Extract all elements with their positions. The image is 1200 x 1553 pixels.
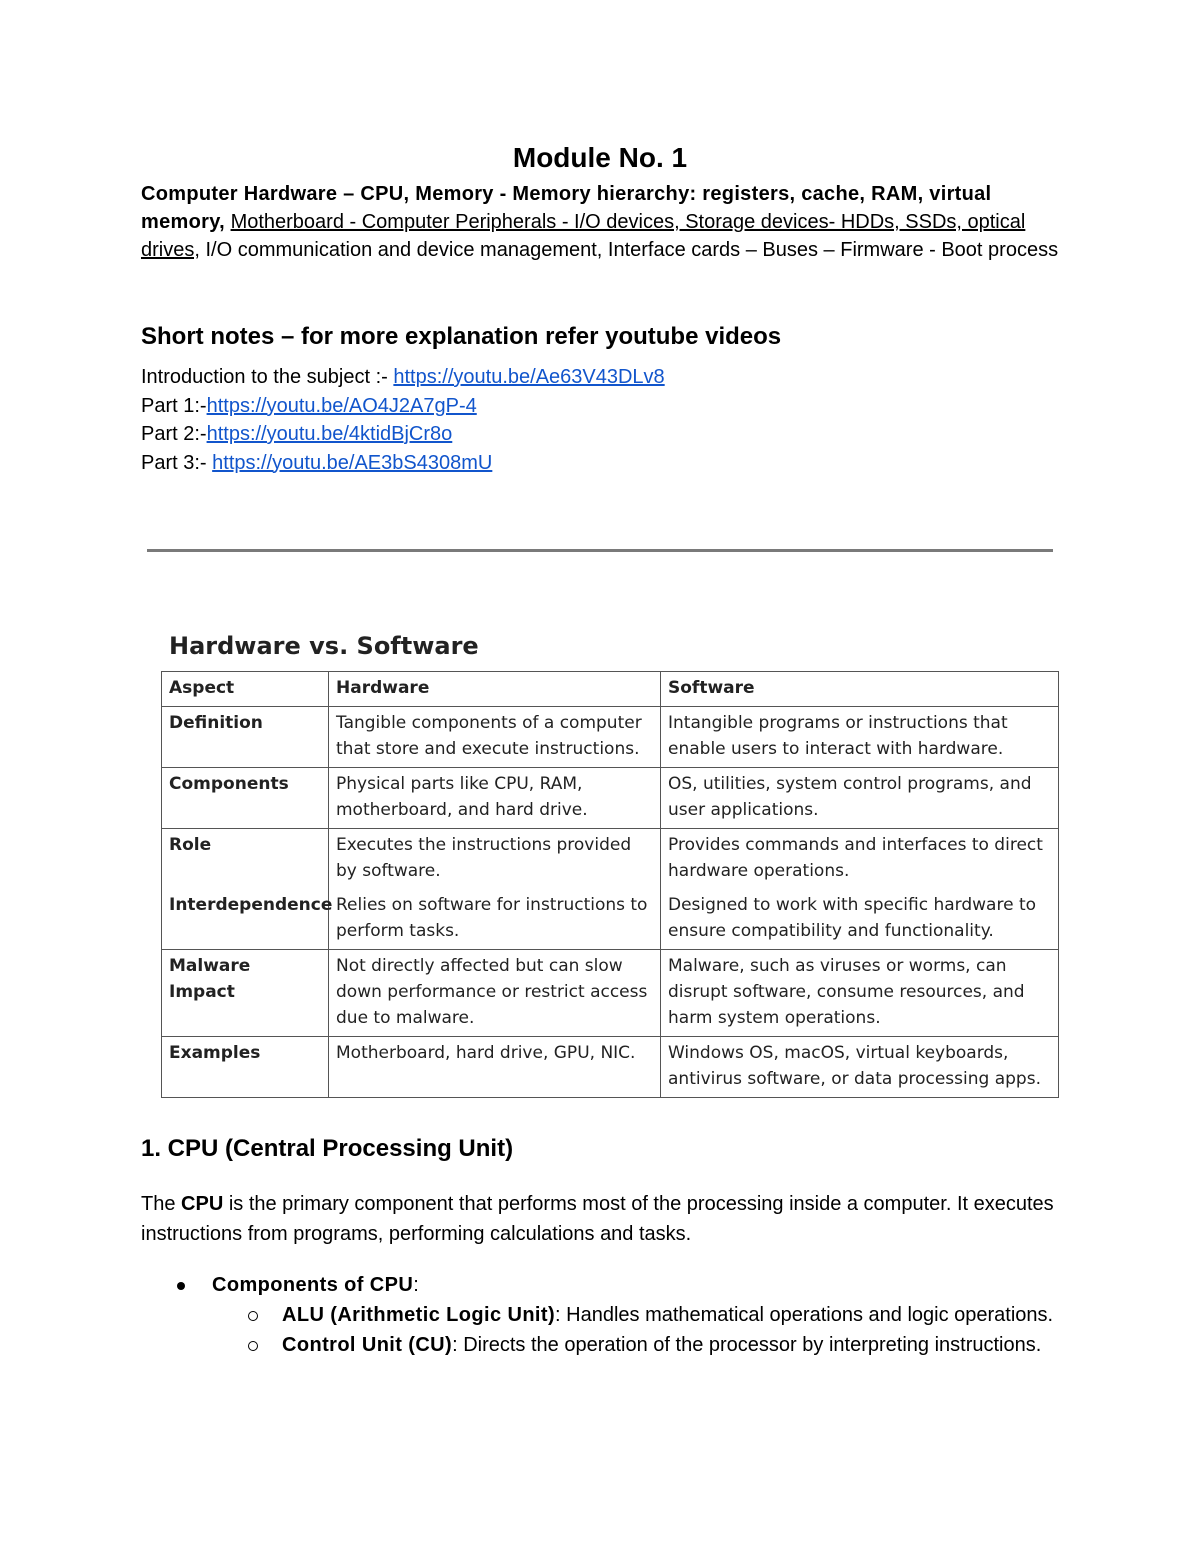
cpu-desc-bold: CPU bbox=[181, 1193, 224, 1215]
horizontal-divider bbox=[147, 549, 1053, 552]
cpu-desc-prefix: The bbox=[141, 1193, 182, 1215]
table-cell-aspect: Role bbox=[162, 829, 329, 890]
video-link-row-part1 bbox=[141, 392, 665, 421]
table-cell-hardware: Executes the instructions provided by software. bbox=[329, 829, 661, 890]
video-link-intro[interactable]: https://youtu.be/Ae63V43DLv8 bbox=[393, 366, 665, 388]
video-link-part1[interactable]: https://youtu.be/AO4J2A7gP-4 bbox=[206, 394, 477, 417]
table-row bbox=[162, 889, 1059, 950]
syllabus-plain-text: I/O communication and device management, Interface cards – Buses – Firmware - Boot process bbox=[199, 239, 1059, 261]
video-link-row-part3 bbox=[141, 449, 665, 478]
table-header-row bbox=[162, 672, 1059, 707]
cpu-section-heading: 1. CPU (Central Processing Unit) bbox=[141, 1135, 514, 1162]
table-row bbox=[162, 829, 1059, 890]
table-cell-software: Provides commands and interfaces to direct hardware operations. bbox=[661, 829, 1059, 890]
table-cell-software: Windows OS, macOS, virtual keyboards, antivirus software, or data processing apps. bbox=[661, 1037, 1059, 1098]
table-row bbox=[162, 1037, 1059, 1098]
table-cell-aspect: Examples bbox=[162, 1037, 329, 1098]
table-row bbox=[162, 707, 1059, 768]
video-link-label: Part 3:- bbox=[141, 451, 213, 474]
component-term: ALU (Arithmetic Logic Unit) bbox=[282, 1304, 556, 1326]
component-term: Control Unit (CU) bbox=[282, 1334, 453, 1356]
video-link-label: Introduction to the subject :- bbox=[141, 366, 394, 388]
component-desc: : Directs the operation of the processor by interpreting instructions. bbox=[452, 1334, 1042, 1356]
table-row bbox=[162, 950, 1059, 1037]
table-cell-aspect: Definition bbox=[162, 707, 329, 768]
table-cell-aspect: Interdependence bbox=[162, 889, 329, 950]
components-label: Components of CPU bbox=[212, 1274, 414, 1296]
table-header-cell: Software bbox=[661, 672, 1059, 707]
video-link-part2[interactable]: https://youtu.be/4ktidBjCr8o bbox=[206, 423, 453, 445]
video-link-row-part2 bbox=[141, 420, 665, 449]
bullet-dot-icon bbox=[177, 1282, 185, 1290]
table-cell-software: Intangible programs or instructions that enable users to interact with hardware. bbox=[661, 707, 1059, 768]
table-header-cell: Aspect bbox=[162, 672, 329, 707]
short-notes-heading: Short notes – for more explanation refer youtube videos bbox=[141, 323, 782, 350]
table-cell-hardware: Not directly affected but can slow down performance or restrict access due to malware. bbox=[329, 950, 661, 1037]
video-link-row-intro bbox=[141, 363, 665, 392]
page-title: Module No. 1 bbox=[512, 142, 688, 173]
table-row bbox=[162, 768, 1059, 829]
component-desc: : Handles mathematical operations and logic operations. bbox=[555, 1304, 1054, 1326]
components-colon: : bbox=[413, 1274, 419, 1296]
comparison-table-title: Hardware vs. Software bbox=[169, 632, 479, 660]
table-header-cell: Hardware bbox=[329, 672, 661, 707]
video-link-label: Part 1:- bbox=[141, 394, 207, 417]
video-links-list bbox=[141, 363, 665, 477]
syllabus-underlined-text: Motherboard - Computer Peripherals - I/O devices, Storage devices- HDDs, SSDs, optical drives, bbox=[141, 211, 1026, 261]
table-cell-hardware: Motherboard, hard drive, GPU, NIC. bbox=[329, 1037, 661, 1098]
video-link-part3[interactable]: https://youtu.be/AE3bS4308mU bbox=[212, 451, 493, 474]
list-item bbox=[141, 1271, 1061, 1299]
table-cell-software: OS, utilities, system control programs, and user applications. bbox=[661, 768, 1059, 829]
cpu-desc-rest: is the primary component that performs most of the processing inside a computer. It executes instructions from programs, performing calculations and tasks. bbox=[141, 1193, 1054, 1245]
cpu-description bbox=[141, 1189, 1061, 1249]
table-cell-software: Designed to work with specific hardware to ensure compatibility and functionality. bbox=[661, 889, 1059, 950]
table-cell-hardware: Physical parts like CPU, RAM, motherboard, and hard drive. bbox=[329, 768, 661, 829]
list-item bbox=[141, 1331, 1061, 1359]
table-cell-software: Malware, such as viruses or worms, can disrupt software, consume resources, and harm system operations. bbox=[661, 950, 1059, 1037]
list-item bbox=[141, 1301, 1061, 1329]
table-cell-hardware: Tangible components of a computer that store and execute instructions. bbox=[329, 707, 661, 768]
table-cell-aspect: Malware Impact bbox=[162, 950, 329, 1037]
bullet-circle-icon bbox=[248, 1341, 258, 1351]
syllabus-bold-text: Computer Hardware – CPU, Memory - Memory hierarchy: registers, cache, RAM, virtual memory, bbox=[141, 183, 992, 233]
video-link-label: Part 2:- bbox=[141, 423, 207, 445]
bullet-circle-icon bbox=[248, 1311, 258, 1321]
subject-syllabus bbox=[141, 180, 1061, 264]
hardware-software-table bbox=[161, 671, 1059, 1098]
table-cell-aspect: Components bbox=[162, 768, 329, 829]
table-cell-hardware: Relies on software for instructions to perform tasks. bbox=[329, 889, 661, 950]
cpu-components-list bbox=[141, 1271, 1061, 1359]
